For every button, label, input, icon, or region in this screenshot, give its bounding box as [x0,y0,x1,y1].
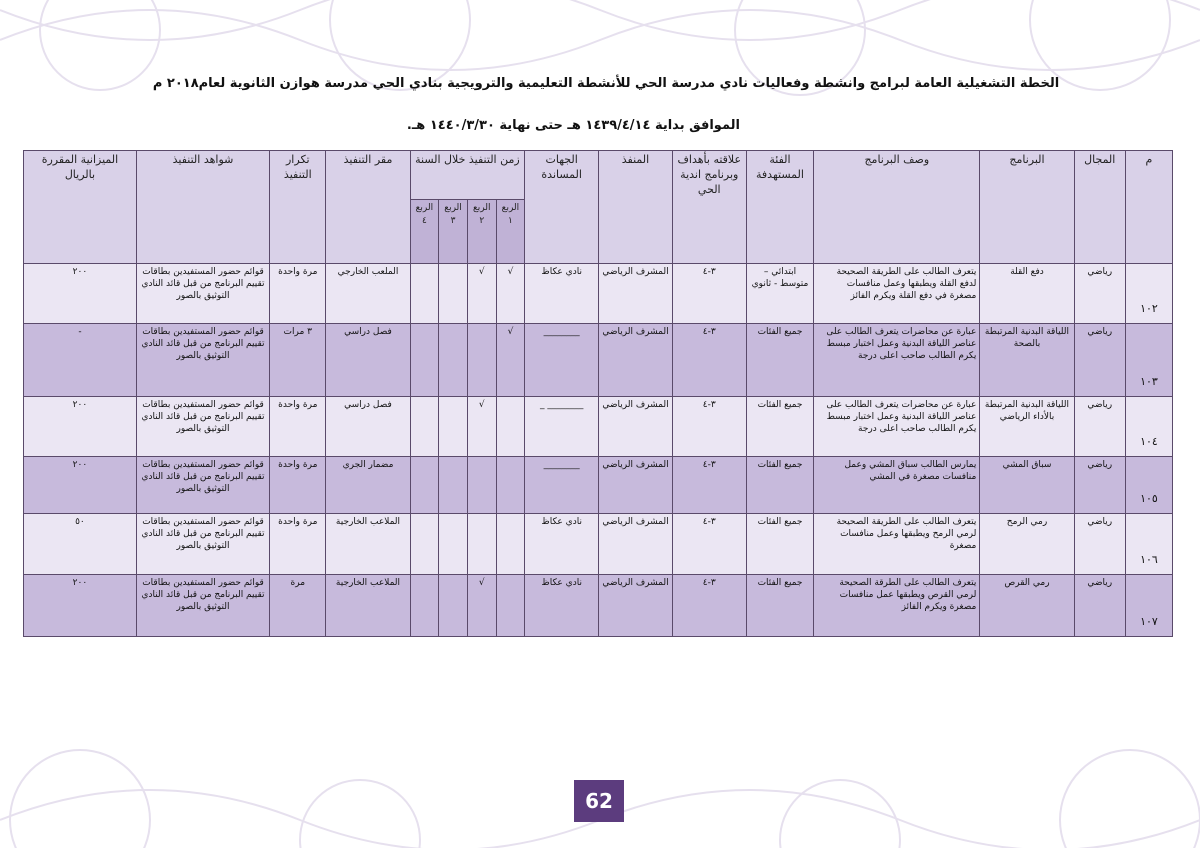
cell-budget: - [24,324,137,397]
cell-q4 [410,397,439,457]
header-description: وصف البرنامج [814,151,980,264]
cell-relation: ٣-٤ [672,457,746,514]
cell-q4 [410,514,439,575]
cell-executor: المشرف الرياضي [599,264,673,324]
cell-q1 [496,397,525,457]
table-row [24,264,1173,324]
cell-venue: فصل دراسي [326,324,410,397]
header-target: الفئة المستهدفة [746,151,814,264]
header-relation: علاقته بأهداف وبرنامج اندية الحي [672,151,746,264]
header-m: م [1125,151,1172,264]
cell-q4 [410,575,439,637]
cell-description: يتعرف الطالب على الطريقة الصحيحة لرمي الرمح ويطبقها وعمل منافسات مصغرة [814,514,980,575]
cell-q1: √ [496,264,525,324]
cell-supporting: ________ [525,324,599,397]
cell-description: عبارة عن محاضرات يتعرف الطالب على عناصر اللياقة البدنية وعمل اختبار مبسط يكرم الطالب صاحب اعلى درجة [814,397,980,457]
cell-executor: المشرف الرياضي [599,397,673,457]
cell-budget: ٢٠٠ [24,397,137,457]
table-row [24,514,1173,575]
cell-q4 [410,324,439,397]
cell-venue: الملعب الخارجي [326,264,410,324]
cell-program: دفع القلة [980,264,1074,324]
cell-target: جميع الفئات [746,324,814,397]
cell-program: سباق المشي [980,457,1074,514]
table-row [24,575,1173,637]
cell-q1 [496,575,525,637]
header-budget: الميزانية المقررة بالريال [24,151,137,264]
cell-evidence: قوائم حضور المستفيدين بطاقات تقييم البرنامج من قبل قائد النادي التوثيق بالصور [136,575,269,637]
cell-evidence: قوائم حضور المستفيدين بطاقات تقييم البرنامج من قبل قائد النادي التوثيق بالصور [136,264,269,324]
document-title: الخطة التشغيلية العامة لبرامج وانشطة وفعاليات نادي مدرسة الحي للأنشطة التعليمية والترويجية بنادي الحي مدرسة هوازن الثانوية لعام٢٠١٨ م [152,76,1060,91]
cell-frequency: مرة واحدة [270,264,326,324]
header-field: المجال [1074,151,1125,264]
cell-venue: فصل دراسي [326,397,410,457]
cell-q1 [496,514,525,575]
header-program: البرنامج [980,151,1074,264]
cell-m: ١٠٥ [1125,457,1172,514]
cell-m: ١٠٣ [1125,324,1172,397]
header-q1: الربع ١ [496,200,525,264]
cell-venue: الملاعب الخارجية [326,575,410,637]
cell-evidence: قوائم حضور المستفيدين بطاقات تقييم البرنامج من قبل قائد النادي التوثيق بالصور [136,457,269,514]
cell-program: اللياقة البدنية المرتبطة بالصحة [980,324,1074,397]
header-venue: مقر التنفيذ [326,151,410,264]
cell-budget: ٢٠٠ [24,264,137,324]
header-q3: الربع ٣ [439,200,468,264]
cell-q3 [439,514,468,575]
operational-plan-table [23,150,1173,637]
cell-field: رياضي [1074,264,1125,324]
cell-program: رمي الرمح [980,514,1074,575]
cell-q2: √ [467,575,496,637]
cell-field: رياضي [1074,457,1125,514]
table-row [24,324,1173,397]
cell-q1 [496,457,525,514]
cell-relation: ٣-٤ [672,575,746,637]
cell-budget: ٢٠٠ [24,575,137,637]
cell-q2: √ [467,397,496,457]
cell-evidence: قوائم حضور المستفيدين بطاقات تقييم البرنامج من قبل قائد النادي التوثيق بالصور [136,397,269,457]
cell-q3 [439,324,468,397]
cell-evidence: قوائم حضور المستفيدين بطاقات تقييم البرنامج من قبل قائد النادي التوثيق بالصور [136,514,269,575]
header-evidence: شواهد التنفيذ [136,151,269,264]
cell-relation: ٣-٤ [672,264,746,324]
table-row [24,457,1173,514]
cell-frequency: مرة واحدة [270,457,326,514]
cell-target: جميع الفئات [746,397,814,457]
header-frequency: تكرار التنفيذ [270,151,326,264]
cell-frequency: مرة [270,575,326,637]
cell-q3 [439,264,468,324]
cell-q3 [439,575,468,637]
cell-m: ١٠٢ [1125,264,1172,324]
cell-relation: ٣-٤ [672,514,746,575]
cell-target: جميع الفئات [746,514,814,575]
cell-field: رياضي [1074,514,1125,575]
cell-field: رياضي [1074,324,1125,397]
header-supporting: الجهات المساندة [525,151,599,264]
document-subtitle-dates: الموافق بداية ١٤٣٩/٤/١٤ هـ حتى نهاية ١٤٤٠/٣/٣٠ هـ. [406,118,740,133]
cell-target: جميع الفئات [746,575,814,637]
header-q4: الربع ٤ [410,200,439,264]
cell-relation: ٣-٤ [672,397,746,457]
cell-target: جميع الفئات [746,457,814,514]
cell-q2 [467,324,496,397]
cell-description: يمارس الطالب سباق المشي وعمل منافسات مصغرة في المشي [814,457,980,514]
cell-frequency: ٣ مرات [270,324,326,397]
cell-executor: المشرف الرياضي [599,575,673,637]
header-q2: الربع ٢ [467,200,496,264]
table-row [24,397,1173,457]
cell-evidence: قوائم حضور المستفيدين بطاقات تقييم البرنامج من قبل قائد النادي التوثيق بالصور [136,324,269,397]
cell-program: رمي القرص [980,575,1074,637]
cell-relation: ٣-٤ [672,324,746,397]
cell-q4 [410,264,439,324]
cell-m: ١٠٤ [1125,397,1172,457]
cell-supporting: نادي عكاظ [525,575,599,637]
cell-supporting: نادي عكاظ [525,264,599,324]
cell-q2 [467,457,496,514]
page-number: 62 [574,780,624,822]
cell-description: يتعرف الطالب على الطريقة الصحيحة لدفع القلة ويطبقها وعمل منافسات مصغرة في دفع القلة ويكرم الفائز [814,264,980,324]
cell-venue: مضمار الجري [326,457,410,514]
cell-q2 [467,514,496,575]
cell-executor: المشرف الرياضي [599,324,673,397]
cell-field: رياضي [1074,397,1125,457]
cell-executor: المشرف الرياضي [599,457,673,514]
cell-m: ١٠٧ [1125,575,1172,637]
cell-program: اللياقة البدنية المرتبطة بالأداء الرياضي [980,397,1074,457]
cell-frequency: مرة واحدة [270,397,326,457]
cell-supporting: ________ _ [525,397,599,457]
header-executor: المنفذ [599,151,673,264]
cell-field: رياضي [1074,575,1125,637]
cell-q1: √ [496,324,525,397]
cell-q4 [410,457,439,514]
cell-q2: √ [467,264,496,324]
cell-budget: ٢٠٠ [24,457,137,514]
cell-frequency: مرة واحدة [270,514,326,575]
cell-q3 [439,457,468,514]
cell-description: يتعرف الطالب على الطرقة الصحيحة لرمي القرص ويطبقها عمل منافسات مصغرة ويكرم الفائز [814,575,980,637]
cell-m: ١٠٦ [1125,514,1172,575]
cell-q3 [439,397,468,457]
cell-description: عبارة عن محاضرات يتعرف الطالب على عناصر اللياقة البدنية وعمل اختبار مبسط يكرم الطالب صاحب اعلى درجة [814,324,980,397]
cell-supporting: ________ [525,457,599,514]
cell-supporting: نادي عكاظ [525,514,599,575]
cell-target: ابتدائي – متوسط - ثانوي [746,264,814,324]
cell-executor: المشرف الرياضي [599,514,673,575]
cell-budget: ٥٠ [24,514,137,575]
cell-venue: الملاعب الخارجية [326,514,410,575]
header-time: زمن التنفيذ خلال السنة [410,151,525,200]
